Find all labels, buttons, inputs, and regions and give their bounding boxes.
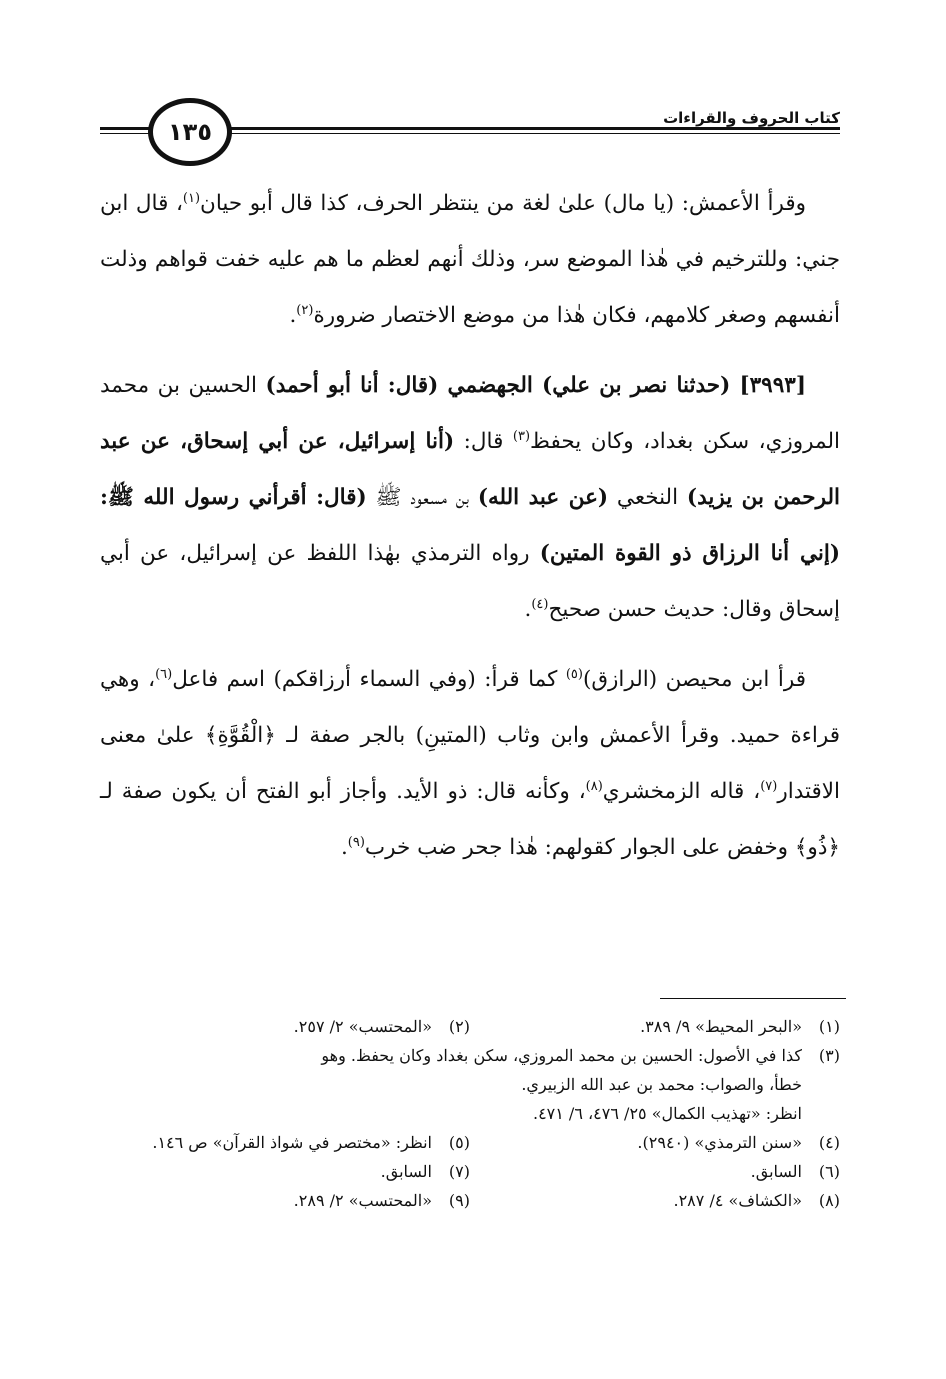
paragraph-2 [100,358,840,638]
main-text [100,176,840,890]
text-run: بن مسعود ﷺ [366,485,478,510]
hadith-isnad-bold: (أنا إسرائيل، عن أبي إسحاق، عن عبد الرحمن بن يزيد) [100,429,840,510]
footnote-number: (٦) [818,1162,840,1181]
text-run: . [524,597,532,622]
paragraph-3 [100,652,840,876]
hadith-matn-bold: (قال: أقرأني رسول الله ﷺ: (إني أنا الرزاق ذو القوة المتين) [100,485,840,566]
footnote-text: «المحتسب» ٢/ ٢٥٧. [293,1017,432,1036]
page-header [100,96,840,166]
footnote-separator [660,998,846,999]
footnote-text: «المحتسب» ٢/ ٢٨٩. [293,1191,432,1210]
footnote-row [100,1157,840,1186]
footnote-text: خطأ، والصواب: محمد بن عبد الله الزبيري. [521,1075,802,1094]
text-run: قرأ ابن محيصن (الرازق) [582,667,806,692]
footnote-3 [100,1041,840,1070]
text-run: ، وهي قراءة حميد. وقرأ الأعمش وابن وثاب (المتينِ) بالجر صفة لـ ﴿الْقُوَّةِ﴾ علىٰ معنى الاقتدار [100,667,841,804]
footnote-ref: (٦) [155,666,173,682]
paragraph-1 [100,176,840,344]
footnote-text: «البحر المحيط» ٩/ ٣٨٩. [640,1017,802,1036]
text-run: . [340,835,348,860]
footnote-row [100,1012,840,1041]
footnote-ref: (٤) [531,596,549,612]
footnote-text: السابق. [380,1162,432,1181]
footnote-number: (٨) [818,1191,840,1210]
text-run: . [289,303,297,328]
footnote-row [100,1128,840,1157]
footnote-row [100,1041,840,1070]
text-run: وقرأ الأعمش: (يا مال) علىٰ لغة من ينتظر الحرف، كذا قال أبو حيان [200,191,806,216]
footnote-number: (٣) [818,1046,840,1065]
footnote-7 [100,1157,470,1186]
footnote-ref: (٢) [296,302,314,318]
hadith-isnad-bold: [٣٩٩٣] (حدثنا نصر بن علي) الجهضمي (قال: أنا أبو أحمد) [265,373,807,398]
page-number: ١٣٥ [148,98,232,166]
footnote-number: (١) [818,1017,840,1036]
footnote-6 [470,1157,840,1186]
footnote-number: (٩) [448,1191,470,1210]
text-run: ، وكأنه قال: ذو الأيد. وأجاز أبو الفتح أن يكون صفة لـ ﴿ذُو﴾ وخفض على الجوار كقولهم: هٰذا جحر ضب خرب [100,779,840,860]
footnote-text: «سنن الترمذي» (٢٩٤٠). [637,1133,802,1152]
footnote-text: «الكشاف» ٤/ ٢٨٧. [673,1191,802,1210]
text-run: ، قاله الزمخشري [602,779,761,804]
footnote-8 [470,1186,840,1215]
footnote-ref: (٣) [512,428,531,444]
footnote-9 [100,1186,470,1215]
footnote-ref: (٩) [347,834,365,850]
text-run: ، قال ابن جني: وللترخيم في هٰذا الموضع سر، وذلك أنهم لعظم ما هم عليه خفت قواهم وذلت أنفسهم وصغر كلامهم، فكان هٰذا من موضع الاختصار ضرورة [100,191,840,328]
text-run: قال: [454,429,513,454]
footnote-row [100,1186,840,1215]
hadith-isnad-bold: (عن عبد الله) [477,485,609,510]
text-run: النخعي [608,485,687,510]
footnote-1 [470,1012,840,1041]
footnote-number: (٥) [448,1133,470,1152]
footnote-number: (٤) [818,1133,840,1152]
footnote-3-continued [62,1070,840,1099]
footnote-3-continued [62,1099,840,1128]
footnote-number: (٧) [448,1162,470,1181]
footnote-number: (٢) [448,1017,470,1036]
text-run: كما قرأ: (وفي السماء أرزاقكم) اسم فاعل [172,667,566,692]
footnote-text: انظر: «مختصر في شواذ القرآن» ص ١٤٦. [152,1133,432,1152]
text-run: الحسين بن محمد المروزي، سكن بغداد، وكان يحفظ [100,373,840,454]
footnote-text: انظر: «تهذيب الكمال» ٢٥/ ٤٧٦، ٦/ ٤٧١. [532,1104,802,1123]
footnote-ref: (١) [182,190,201,206]
footnote-ref: (٧) [760,778,778,794]
footnote-text: السابق. [750,1162,802,1181]
footnotes [100,1012,840,1215]
footnote-ref: (٥) [565,666,583,682]
running-title: كتاب الحروف والقراءات [655,109,840,127]
footnote-2 [100,1012,470,1041]
footnote-4 [470,1128,840,1157]
footnote-text: كذا في الأصول: الحسين بن محمد المروزي، سكن بغداد وكان يحفظ. وهو [321,1046,802,1065]
text-run: رواه الترمذي بهٰذا اللفظ عن إسرائيل، عن أبي إسحاق وقال: حديث حسن صحيح [100,541,840,622]
footnote-ref: (٨) [585,778,603,794]
footnote-5 [100,1128,470,1157]
